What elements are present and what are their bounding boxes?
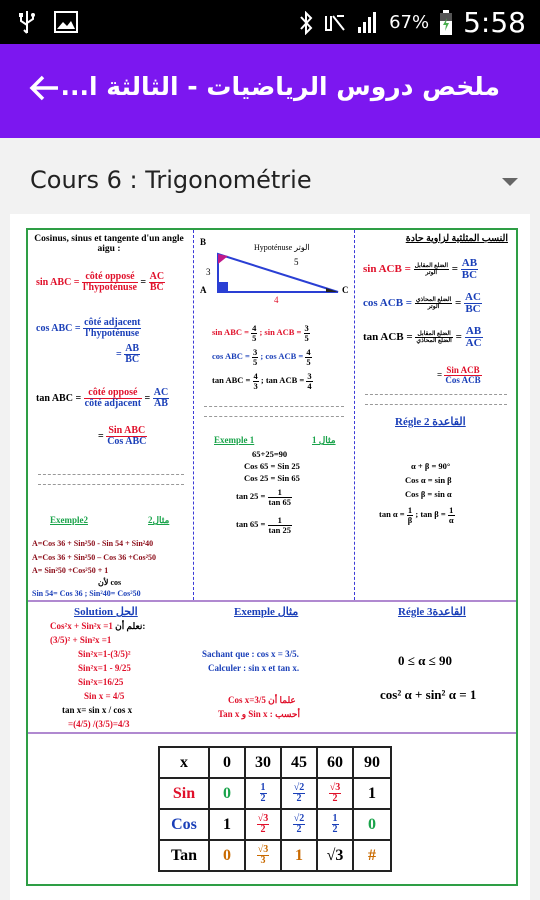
table-cell (245, 840, 281, 871)
ratio-tan-label: tan ABC = (212, 374, 251, 385)
example1-line3: Cos 25 = Sin 65 (244, 473, 300, 483)
tan-ratio-num: AC (153, 387, 169, 398)
sin-label: sin ABC = (36, 276, 80, 288)
ratio-cos-num: 3 (253, 347, 258, 357)
sheet-column-triangle (193, 230, 355, 600)
example1-line5 (236, 516, 292, 534)
ar-tan-num: AB (465, 325, 482, 337)
ar-tan-sin-cos: = $\frac{\text{Sin ACB}}{\text{Cos ACB}}$ (437, 365, 481, 385)
ar-cos-num: AC (465, 291, 481, 303)
table-header-cell: 45 (281, 747, 317, 778)
sheet-column-definitions (28, 230, 193, 600)
rule2-title: Régle 2 القاعدة (395, 416, 466, 428)
tan-label: tan ABC = (36, 392, 82, 404)
table-cell (317, 778, 353, 809)
row-separator (28, 732, 516, 734)
ar-cos-den: BC (465, 303, 481, 315)
table-frac-num: √3 (329, 782, 341, 793)
example1-line4-label: tan 25 = (236, 490, 266, 501)
solution-line4: Sin²x=1 - 9/25 (78, 663, 131, 673)
ar-sin-word-den: الوتر (425, 270, 438, 276)
table-frac-den: 2 (260, 793, 266, 804)
selected-course: Cours 6 : Trigonométrie (30, 166, 312, 194)
ratio-cos-acb-num: 4 (306, 347, 311, 357)
app-bar (0, 44, 540, 138)
ratio-tan-num: 4 (253, 371, 258, 381)
tan-sc-num: Sin ABC (106, 426, 147, 437)
example1-line4-num: 1 (268, 488, 292, 498)
cos-ratio: = $\frac{AB}{BC}$ (116, 343, 140, 365)
divider (204, 406, 344, 407)
tan-num: côté opposé (84, 388, 142, 399)
vertex-c: C (342, 285, 349, 295)
divider (38, 484, 184, 485)
example-statement: Sachant que : cos x = 3/5. (202, 649, 299, 659)
rule2-line2: Cos α = sin β (405, 475, 452, 485)
table-header-cell: 60 (317, 747, 353, 778)
example2-line2: A=Cos 36 + Sin²50 – Cos 36 +Cos²50 (32, 553, 157, 562)
vertex-a: A (200, 285, 207, 295)
table-cell (245, 809, 281, 840)
status-bar (0, 0, 540, 44)
ar-tan-den: AC (465, 337, 482, 349)
example-given-ar: Cos x=3/5 علما أن (228, 695, 296, 705)
side-3: 3 (206, 267, 211, 277)
definitions-title: Cosinus, sinus et tangente d'un angle aigu : (34, 234, 184, 255)
table-row (159, 778, 391, 809)
ratio-cos-acb-label: ; cos ACB = (260, 350, 304, 361)
arabic-title: النسب المثلثية لزاوية حادة (405, 234, 508, 244)
row-separator (28, 600, 516, 602)
solution-line1-ar: نعلم أن: (115, 621, 146, 631)
rule3-line2: cos² α + sin² α = 1 (380, 687, 477, 702)
table-row (159, 840, 391, 871)
table-frac-num: 1 (332, 813, 338, 824)
battery-percent: 67% (389, 12, 430, 33)
sin-den: l'hypoténuse (83, 282, 137, 293)
example1-line4-den: tan 65 (268, 496, 291, 507)
summary-sheet (26, 228, 518, 886)
example2-line5: Sin 54= Cos 36 ; Sin²40= Cos²50 (32, 589, 141, 598)
solution-line6: Sin x = 4/5 (84, 691, 125, 701)
example1-line5-label: tan 65 = (236, 518, 266, 529)
solution-line7: tan x= sin x / cos x (62, 705, 133, 715)
example1-line5-den: tan 25 (268, 524, 291, 535)
tan-formula: tan ABC = $\frac{\text{côté opposé}}{\text{côté adjacent}}$ = $\frac{AC}{AB}$ (36, 387, 169, 409)
table-row (159, 809, 391, 840)
ratio-sin-acb-den: 5 (304, 332, 309, 343)
ar-sc-num: Sin ACB (446, 365, 480, 375)
example-title: Exemple مثال (234, 606, 299, 618)
example1-line5-num: 1 (268, 516, 292, 526)
ratio-cos-den: 5 (253, 356, 258, 367)
ar-sin-label: sin ACB = (363, 263, 411, 276)
bluetooth-icon (299, 11, 313, 35)
sheet-column-arabic (355, 230, 516, 600)
clock: 5:58 (463, 6, 526, 39)
ar-tan-word-num: الضلع المقابل (417, 331, 451, 337)
example-question: Calculer : sin x et tan x. (208, 663, 300, 673)
sin-ratio-num: AC (149, 271, 165, 282)
example2-line1: A=Cos 36 + Sin²50 - Sin 54 + Sin²40 (32, 539, 154, 548)
table-frac-den: 2 (296, 824, 302, 835)
example2-title-ar: مثال2 (148, 515, 170, 525)
cos-num: côté adjacent (84, 317, 141, 328)
table-frac-num: √3 (257, 844, 269, 855)
solution-title: Solution الحل (74, 606, 138, 618)
table-cell: 0 (209, 840, 245, 871)
cos-ratio-num: AB (125, 343, 140, 354)
ratio-sin-num: 4 (252, 323, 257, 333)
solution-line5: Sin²x=16/25 (78, 677, 124, 687)
table-header-cell: 0 (209, 747, 245, 778)
image-icon (54, 11, 78, 33)
ar-cos-formula: cos ACB = $\frac{\text{الضلع المحاذي}}{\text{الوتر}}$ = $\frac{AC}{BC}$ (363, 291, 481, 315)
ratio-tan (212, 372, 313, 390)
ar-sin-word-num: الضلع المقابل (414, 263, 449, 269)
rule2-line4 (379, 506, 455, 524)
table-header-cell: 90 (353, 747, 391, 778)
rule2-tan-beta-num: 1 (449, 505, 454, 515)
side-5: 5 (294, 257, 299, 267)
table-frac-den: 2 (296, 793, 302, 804)
ar-sc-den: Cos ACB (445, 375, 481, 385)
app-title: ملخص دروس الرياضيات - الثالثة ا... (60, 72, 500, 101)
hypotenuse-label: Hypoténuse الوتر (254, 243, 310, 252)
table-frac-den: 2 (332, 793, 338, 804)
rule3-line1: 0 ≤ α ≤ 90 (398, 653, 453, 668)
table-cell: Cos (159, 809, 209, 840)
example2-title-fr: Exemple2 (50, 515, 88, 525)
rule3-title: Régle 3القاعدة (398, 606, 466, 618)
table-frac-den: 2 (260, 824, 266, 835)
ar-sin-den: BC (461, 269, 478, 281)
ar-tan-formula: tan ACB = $\frac{\text{الضلع المقابل}}{\text{الضلع المحاذي}}$ = $\frac{AB}{AC}$ (363, 325, 482, 349)
table-cell: # (353, 840, 391, 871)
ratio-sin-label: sin ABC = (212, 326, 249, 337)
table-cell: Tan (159, 840, 209, 871)
rule2-tan-beta: ; tan β = (415, 508, 446, 519)
example1-title-ar: مثال 1 (312, 435, 336, 445)
table-cell (317, 809, 353, 840)
example1-title-fr: Exemple 1 (214, 435, 255, 445)
table-cell: 1 (209, 809, 245, 840)
ar-cos-label: cos ACB = (363, 297, 413, 310)
ar-cos-word-den: الوتر (427, 304, 440, 310)
solution-line3: Sin²x=1-(3/5)² (78, 649, 131, 659)
rule2-tan-beta-den: α (448, 514, 454, 525)
solution-line1 (50, 622, 145, 632)
rule2-tan-alpha-num: 1 (407, 505, 413, 515)
rule2-tan-alpha-den: β (407, 514, 413, 525)
table-frac-num: √2 (293, 782, 305, 793)
arrow-back-icon (28, 72, 60, 104)
battery-charging-icon (439, 10, 453, 36)
ar-cos-word-num: الضلع المحاذي (415, 297, 452, 303)
table-header-row (159, 747, 391, 778)
table-cell (281, 809, 317, 840)
divider (365, 394, 507, 395)
chevron-down-icon (502, 178, 518, 186)
signal-icon (357, 11, 379, 35)
side-4: 4 (274, 295, 279, 305)
divider (204, 416, 344, 417)
example1-line1: 65+25=90 (252, 449, 288, 459)
sin-formula: sin ABC = $\frac{\text{côté opposé}}{\text{l'hypoténuse}}$ = $\frac{AC}{BC}$ (36, 271, 165, 293)
ratio-cos-acb-den: 5 (306, 356, 311, 367)
example2-line3: A= Sin²50 +Cos²50 + 1 (32, 566, 109, 575)
example-compute-ar: Tan x و Sin x : أحسب (218, 709, 300, 719)
sin-ratio-den: BC (149, 282, 164, 293)
solution-line1-eq: Cos²x + Sin²x =1 (50, 621, 113, 631)
usb-icon (18, 10, 36, 34)
ar-tan-word-den: الضلع المحاذي (416, 338, 452, 344)
cos-den: l'hypoténuse (85, 328, 140, 339)
ratio-sin-den: 5 (252, 332, 257, 343)
solution-line2: (3/5)² + Sin²x =1 (50, 635, 112, 645)
rule2-tan-alpha: tan α = (379, 508, 405, 519)
tan-sc-den: Cos ABC (107, 436, 147, 447)
ar-sin-num: AB (461, 257, 478, 269)
table-cell (281, 778, 317, 809)
table-cell: 0 (353, 809, 391, 840)
ratio-cos-label: cos ABC = (212, 350, 250, 361)
table-cell: 1 (353, 778, 391, 809)
ratio-sin (212, 324, 310, 342)
example2-line4: لأن cos (98, 578, 122, 587)
table-cell: √3 (317, 840, 353, 871)
table-frac-num: 1 (260, 782, 266, 793)
cos-label: cos ABC = (36, 322, 81, 334)
ratio-sin-acb-num: 3 (304, 323, 309, 333)
table-cell (245, 778, 281, 809)
divider (38, 474, 184, 475)
tan-den: côté adjacent (84, 398, 142, 409)
example1-line4 (236, 488, 292, 506)
tan-ratio-den: AB (154, 398, 168, 409)
table-cell: Sin (159, 778, 209, 809)
rule2-line1: α + β = 90° (411, 461, 451, 471)
ratio-tan-acb-den: 4 (307, 380, 312, 391)
sin-num: côté opposé (82, 272, 138, 283)
ratio-sin-acb-label: ; sin ACB = (259, 326, 302, 337)
table-frac-den: 3 (260, 855, 266, 866)
cos-ratio-den: BC (125, 354, 140, 365)
cos-formula (36, 318, 141, 339)
table-frac-den: 2 (332, 824, 338, 835)
ratio-cos (212, 348, 312, 366)
nfc-muted-icon (323, 12, 347, 34)
ar-sin-formula: sin ACB = $\frac{\text{الضلع المقابل}}{\text{الوتر}}$ = $\frac{AB}{BC}$ (363, 257, 478, 281)
rule2-line3: Cos β = sin α (405, 489, 452, 499)
divider (365, 404, 507, 405)
vertex-b: B (200, 237, 207, 247)
tan-sin-cos: = $\frac{\text{Sin ABC}}{\text{Cos ABC}}$ (98, 425, 147, 447)
ratio-tan-acb-num: 3 (307, 371, 312, 381)
course-image (10, 214, 530, 900)
ar-tan-label: tan ACB = (363, 331, 413, 344)
example1-line2: Cos 65 = Sin 25 (244, 461, 300, 471)
trig-values-table (158, 746, 392, 872)
table-frac-num: √3 (257, 813, 269, 824)
table-frac-num: √2 (293, 813, 305, 824)
table-cell: 0 (209, 778, 245, 809)
table-cell: 1 (281, 840, 317, 871)
ratio-tan-den: 3 (253, 380, 258, 391)
ratio-tan-acb-label: ; tan ACB = (260, 374, 305, 385)
table-header-cell: 30 (245, 747, 281, 778)
table-header-cell: x (159, 747, 209, 778)
solution-line8: =(4/5) /(3/5)=4/3 (68, 719, 130, 729)
